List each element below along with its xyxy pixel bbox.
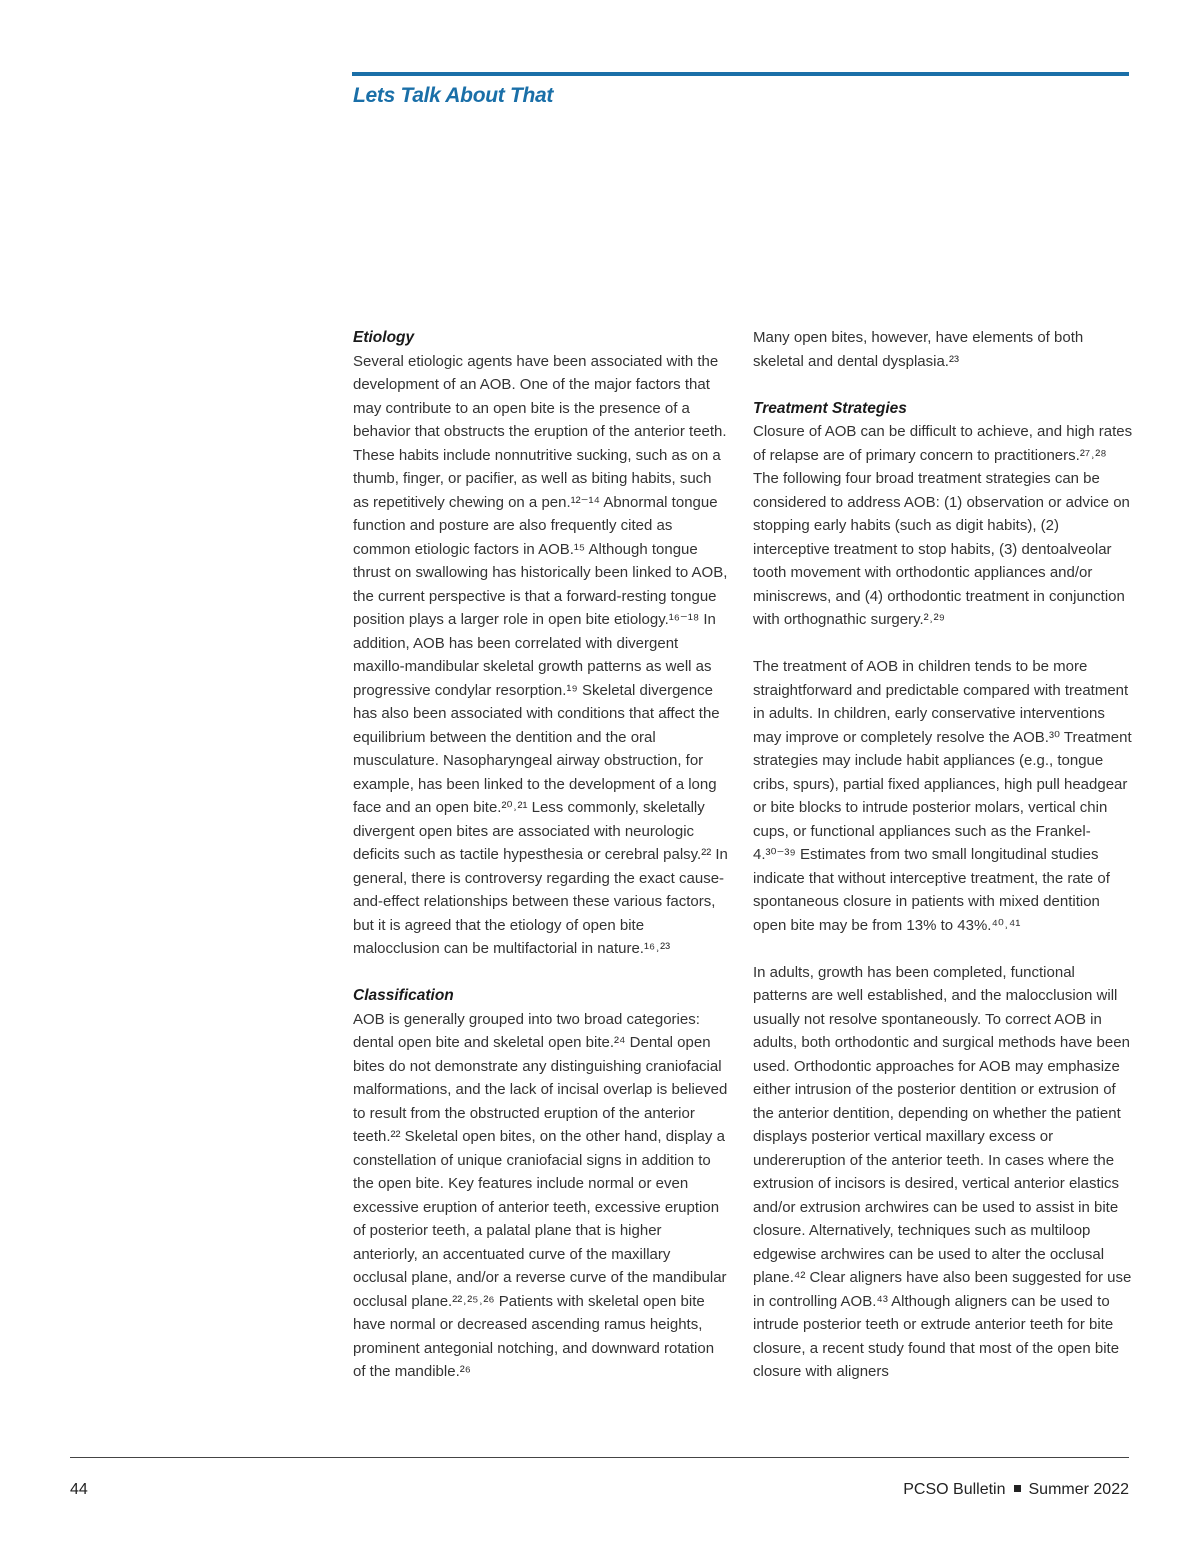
page-number: 44	[70, 1481, 88, 1498]
footer-publication	[903, 1481, 1129, 1499]
treatment-paragraph-1: Closure of AOB can be difficult to achieve, and high rates of relapse are of primary concern to practitioners.²⁷˒²⁸ The following four broad treatment strategies can be considered to address AOB: (1) observation or advice on stopping early habits (such as digit habits), (2) interceptive treatment to stop habits, (3) dentoalveolar tooth movement with orthodontic appliances and/or miniscrews, and (4) orthodontic treatment in conjunction with orthognathic surgery.²˒²⁹	[753, 423, 1133, 628]
issue-label: Summer 2022	[1028, 1481, 1129, 1498]
classification-paragraph: AOB is generally grouped into two broad categories: dental open bite and skeletal open bite.²⁴ Dental open bites do not demonstrate any distinguishing craniofacial malformations, and the lack of incisal overlap is believed to result from the obstructed eruption of the anterior teeth.²² Skeletal open bites, on the other hand, display a constellation of unique craniofacial signs in addition to the open bite. Key features include normal or even excessive eruption of anterior teeth, excessive eruption of posterior teeth, a palatal plane that is higher anteriorly, an accentuated curve of the maxillary occlusal plane, and/or a reverse curve of the mandibular occlusal plane.²²˒²⁵˒²⁶ Patients with skeletal open bite have normal or decreased ascending ramus heights, prominent antegonial notching, and downward rotation of the mandible.²⁶	[353, 1010, 728, 1380]
etiology-heading: Etiology	[353, 329, 415, 346]
left-column	[353, 326, 728, 1384]
treatment-heading: Treatment Strategies	[753, 399, 907, 417]
right-column	[753, 326, 1133, 1384]
intro-paragraph: Many open bites, however, have elements of both skeletal and dental dysplasia.²³	[753, 329, 1084, 370]
section-title: Lets Talk About That	[353, 84, 554, 107]
treatment-paragraph-2: The treatment of AOB in children tends to be more straightforward and predictable compared with treatment in adults. In children, early conservative interventions may improve or completely resolve the AOB.³⁰ Treatment strategies may include habit appliances (e.g., tongue cribs, spurs), partial fixed appliances, high pull headgear or bite blocks to intrude posterior molars, vertical chin cups, or functional appliances such as the Frankel-4.³⁰⁻³⁹ Estimates from two small longitudinal studies indicate that without interceptive treatment, the rate of spontaneous closure in patients with mixed dentition open bite may be from 13% to 43%.⁴⁰˒⁴¹	[753, 658, 1132, 934]
treatment-paragraph-3: In adults, growth has been completed, functional patterns are well established, and the malocclusion will usually not resolve spontaneously. To correct AOB in adults, both orthodontic and surgical methods have been used. Orthodontic approaches for AOB may emphasize either intrusion of the posterior dentition or extrusion of the anterior dentition, depending on whether the patient displays posterior vertical maxillary excess or undereruption of the anterior teeth. In cases where the extrusion of incisors is desired, vertical anterior elastics and/or extrusion archwires can be used to assist in bite closure. Alternatively, techniques such as multiloop edgewise archwires can be used to alter the occlusal plane.⁴² Clear aligners have also been suggested for use in controlling AOB.⁴³ Although aligners can be used to intrude posterior teeth or extrude anterior teeth for bite closure, a recent study found that most of the open bite closure with aligners	[753, 963, 1132, 1380]
etiology-paragraph: Several etiologic agents have been associated with the development of an AOB. One of the major factors that may contribute to an open bite is the presence of a behavior that obstructs the eruption of the anterior teeth. These habits include nonnutritive sucking, such as on a thumb, finger, or pacifier, as well as biting habits, such as repetitively chewing on a pen.¹²⁻¹⁴ Abnormal tongue function and posture are also frequently cited as common etiologic factors in AOB.¹⁵ Although tongue thrust on swallowing has historically been linked to AOB, the current perspective is that a forward-resting tongue position plays a larger role in open bite etiology.¹⁶⁻¹⁸ In addition, AOB has been correlated with divergent maxillo-mandibular skeletal growth patterns as well as progressive condylar resorption.¹⁹ Skeletal divergence has also been associated with conditions that affect the equilibrium between the dentition and the oral musculature. Nasopharyngeal airway obstruction, for example, has been linked to the development of a long face and an open bite.²⁰˒²¹ Less commonly, skeletally divergent open bites are associated with neurologic deficits such as tactile hypesthesia or cerebral palsy.²² In general, there is controversy regarding the exact cause-and-effect relationships between these various factors, but it is agreed that the etiology of open bite malocclusion can be multifactorial in nature.¹⁶˒²³	[353, 352, 728, 957]
publication-name: PCSO Bulletin	[903, 1481, 1006, 1498]
footer-rule	[70, 1457, 1129, 1458]
classification-heading: Classification	[353, 987, 454, 1004]
separator-square-icon	[1014, 1485, 1021, 1492]
header-rule	[352, 72, 1129, 76]
